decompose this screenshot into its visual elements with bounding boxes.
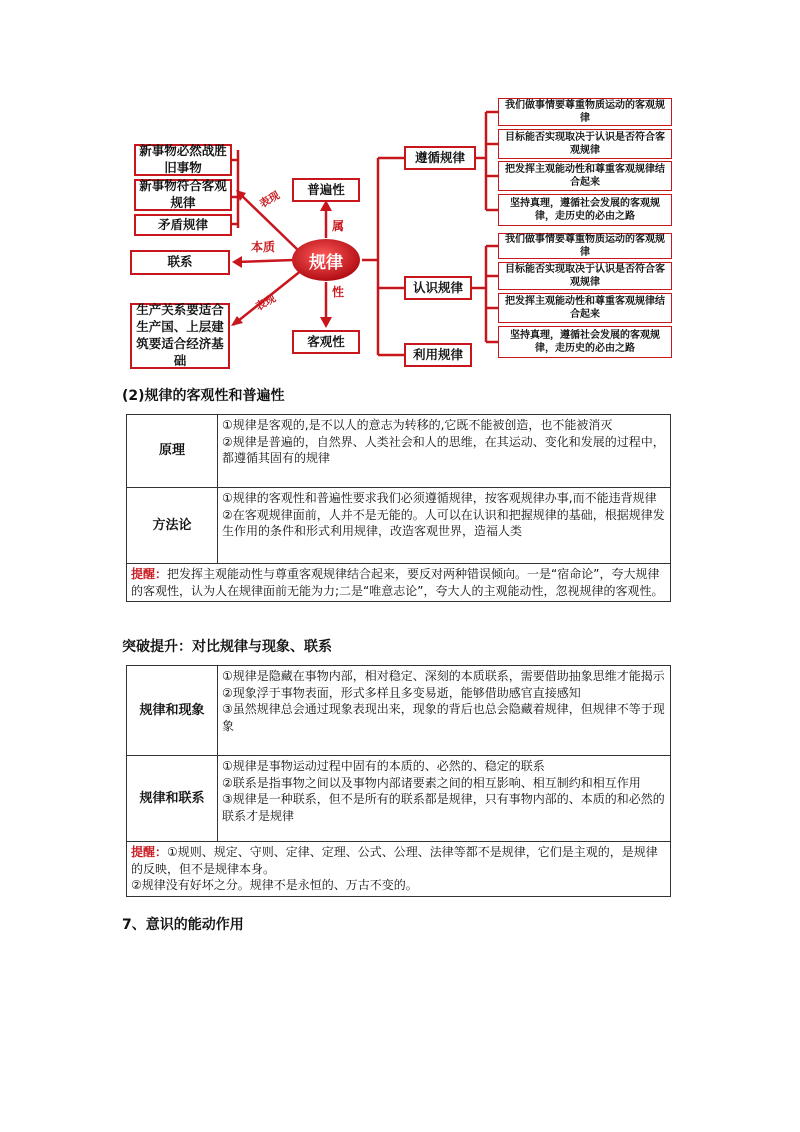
row1-line: ③虽然规律总会通过现象表现出来，现象的背后也总会隐藏着规律，但规律不等于现象 xyxy=(222,702,665,733)
fangfa-line: ①规律的客观性和普遍性要求我们必须遵循规律，按客观规律办事,而不能违背规律 xyxy=(222,491,657,505)
tip-text: 把发挥主观能动性与尊重客观规律结合起来，要反对两种错误倾向。一是“宿命论”，夸大规律的客观性，认为人在规律面前无能为力;二是“唯意志论”，夸大人的主观能动性，忽视规律的客观性。 xyxy=(131,567,664,598)
center-label: 规律 xyxy=(309,253,343,273)
row1-line: ②现象浮于事物表面，形式多样且多变易逝，能够借助感官直接感知 xyxy=(222,685,581,700)
zunxun-item: 我们做事情要尊重物质运动的客观规律 xyxy=(498,98,672,126)
tip-line: ①规则、规定、守则、定律、定理、公式、公理、法律等都不是规律，它们是主观的，是规律的反映，但不是规律本身。 xyxy=(131,845,658,876)
branch-liyong-guilv: 利用规律 xyxy=(404,343,472,367)
label-benzhi: 本质 xyxy=(251,240,276,254)
row2-line: ③规律是一种联系，但不是所有的联系都是规律，只有事物内部的、本质的和必然的联系才是规律 xyxy=(222,792,665,823)
section2-heading: (2)规律的客观性和普遍性 xyxy=(122,388,285,404)
section3-heading: 突破提升：对比规律与现象、联系 xyxy=(122,639,332,655)
arrowhead-lianxi xyxy=(232,256,242,268)
node-lianxi: 联系 xyxy=(130,250,230,275)
renshi-item: 把发挥主观能动性和尊重客观规律结合起来 xyxy=(498,293,672,323)
zunxun-item: 坚持真理，遵循社会发展的客观规律，走历史的必由之路 xyxy=(498,194,672,226)
fangfa-cell xyxy=(218,488,671,564)
yuanli-line: ①规律是客观的,是不以人的意志为转移的,它既不能被创造，也不能被消灭 xyxy=(222,418,613,432)
zunxun-item: 目标能否实现取决于认识是否符合客观规律 xyxy=(498,129,672,159)
node-xinshiwu-fuhe: 新事物符合客观规律 xyxy=(134,179,232,211)
row1-label: 规律和现象 xyxy=(127,666,218,756)
row1-line: ①规律是隐藏在事物内部，相对稳定、深刻的本质联系，需要借助抽象思维才能揭示 xyxy=(222,669,665,683)
tip-line: ②规律没有好坏之分。规律不是永恒的、万古不变的。 xyxy=(131,878,418,893)
node-shengchan-guanxi: 生产关系要适合生产国、上层建筑要适合经济基础 xyxy=(130,303,230,369)
section2-tip xyxy=(127,564,671,602)
fangfa-label: 方法论 xyxy=(127,488,218,564)
branch-renshi-guilv: 认识规律 xyxy=(404,276,472,300)
mindmap-connectors xyxy=(0,0,800,380)
node-maodun-guilv: 矛盾规律 xyxy=(134,214,232,236)
row2-line: ①规律是事物运动过程中固有的本质的、必然的、稳定的联系 xyxy=(222,759,545,773)
branch-zunxun-guilv: 遵循规律 xyxy=(404,146,476,170)
section3-table xyxy=(126,665,671,897)
arrowhead-down xyxy=(320,317,332,328)
label-shu: 属 xyxy=(332,219,345,233)
zunxun-item: 把发挥主观能动性和尊重客观规律结合起来 xyxy=(498,161,672,191)
section3-tip xyxy=(127,842,671,897)
node-pubianxing: 普遍性 xyxy=(292,178,360,202)
row2-line: ②联系是指事物之间以及事物内部诸要素之间的相互影响、相互制约和相互作用 xyxy=(222,775,641,790)
yuanli-cell xyxy=(218,415,671,488)
row2-label: 规律和联系 xyxy=(127,756,218,842)
label-xing: 性 xyxy=(332,285,345,299)
row1-cell xyxy=(218,666,671,756)
renshi-item: 坚持真理，遵循社会发展的客观规律，走历史的必由之路 xyxy=(498,326,672,358)
label-biaoxian-bottom: 表现 xyxy=(253,292,278,314)
renshi-item: 目标能否实现取决于认识是否符合客观规律 xyxy=(498,262,672,290)
yuanli-label: 原理 xyxy=(127,415,218,488)
section2-table xyxy=(126,414,671,602)
yuanli-line: ②规律是普遍的，自然界、人类社会和人的思维，在其运动、变化和发展的过程中，都遵循其固有的规律 xyxy=(222,434,665,466)
row2-cell xyxy=(218,756,671,842)
node-keguanxing: 客观性 xyxy=(292,330,360,354)
section7-heading: 7、意识的能动作用 xyxy=(122,917,244,933)
tip-label: 提醒： xyxy=(131,845,168,859)
fangfa-line: ②在客观规律面前，人并不是无能的。人可以在认识和把握规律的基础，根据规律发生作用的条件和形式利用规律，改造客观世界，造福人类 xyxy=(222,507,665,539)
label-biaoxian-top: 表现 xyxy=(257,189,282,211)
renshi-item: 我们做事情要尊重物质运动的客观规律 xyxy=(498,233,672,259)
connector-to-lianxi xyxy=(236,260,294,262)
tip-label: 提醒： xyxy=(131,567,168,581)
node-xinshiwu-zhansheng: 新事物必然战胜旧事物 xyxy=(134,144,232,176)
